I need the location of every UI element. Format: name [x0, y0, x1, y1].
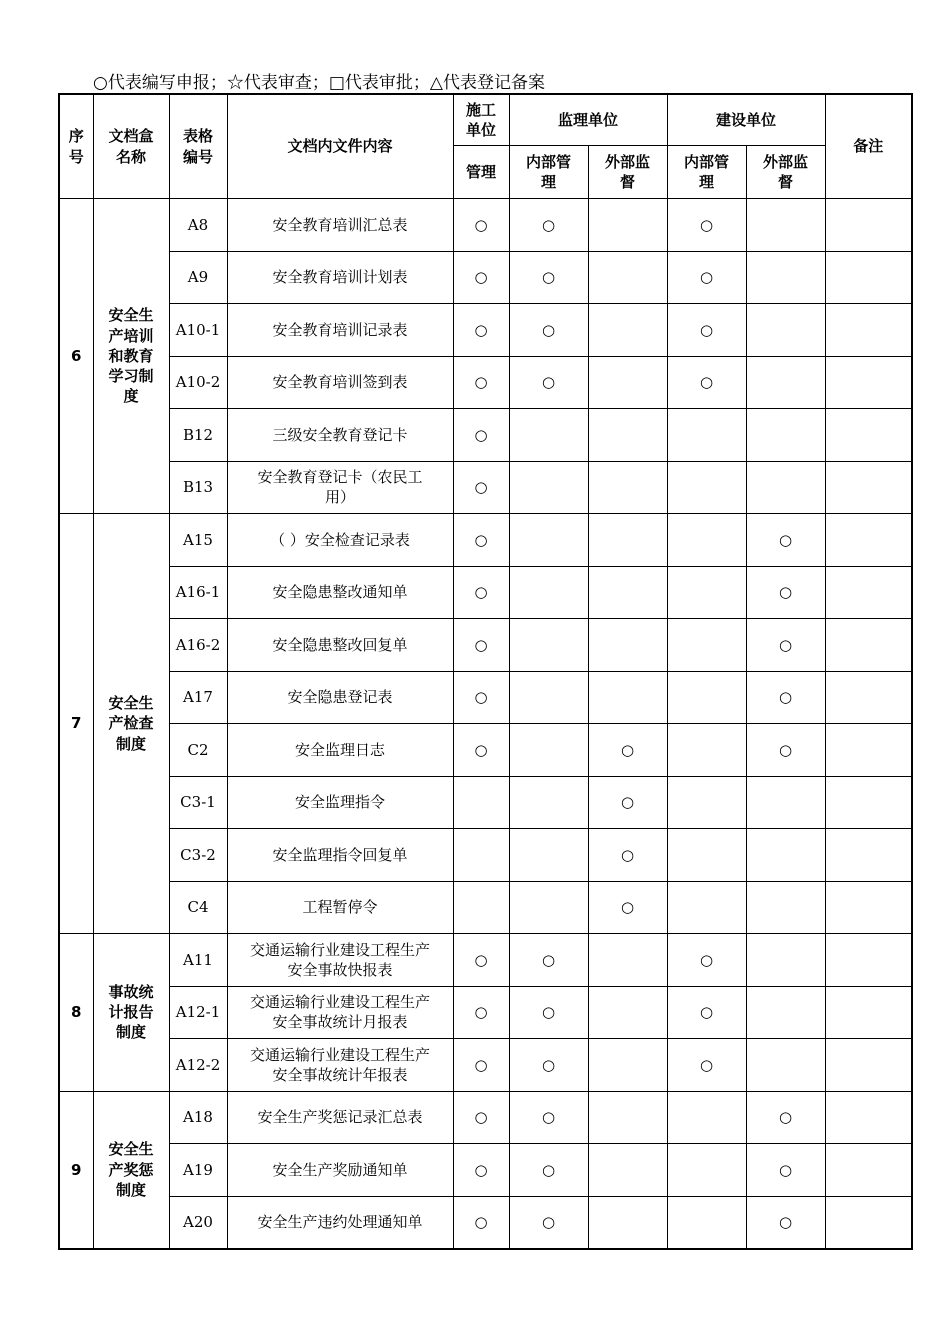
table-row: [59, 986, 912, 1039]
remark-cell: [825, 881, 912, 934]
remark-cell: [825, 409, 912, 462]
remark-cell: [825, 461, 912, 514]
table-row: [59, 934, 912, 987]
file-content: 安全隐患整改回复单: [227, 619, 453, 672]
sup-external-mark: [588, 1091, 667, 1144]
own-external-mark: [746, 199, 825, 252]
file-content: 安全生产违约处理通知单: [227, 1196, 453, 1249]
own-external-mark: [746, 829, 825, 882]
header-own-internal: 内部管 理: [667, 146, 746, 199]
sup-internal-mark: ○: [509, 1196, 588, 1249]
sup-internal-mark: ○: [509, 251, 588, 304]
header-construction-unit: 施工 单位: [453, 94, 509, 146]
own-internal-mark: ○: [667, 934, 746, 987]
construction-manage-mark: ○: [453, 514, 509, 567]
sup-external-mark: [588, 986, 667, 1039]
sup-external-mark: [588, 1144, 667, 1197]
document-table: [58, 93, 913, 1250]
construction-manage-mark: ○: [453, 251, 509, 304]
own-external-mark: [746, 881, 825, 934]
own-external-mark: [746, 986, 825, 1039]
construction-manage-mark: ○: [453, 986, 509, 1039]
file-content: 安全教育培训计划表: [227, 251, 453, 304]
file-content: 安全监理指令: [227, 776, 453, 829]
own-external-mark: ○: [746, 566, 825, 619]
file-content: 安全生产奖惩记录汇总表: [227, 1091, 453, 1144]
sup-internal-mark: ○: [509, 304, 588, 357]
construction-manage-mark: [453, 881, 509, 934]
form-code: A9: [169, 251, 227, 304]
form-code: C2: [169, 724, 227, 777]
own-internal-mark: ○: [667, 251, 746, 304]
own-external-mark: ○: [746, 514, 825, 567]
group-name: 安全生 产奖惩 制度: [93, 1091, 169, 1249]
file-content: 交通运输行业建设工程生产 安全事故统计年报表: [227, 1039, 453, 1092]
sup-external-mark: [588, 934, 667, 987]
table-row: [59, 881, 912, 934]
remark-cell: [825, 356, 912, 409]
form-code: A19: [169, 1144, 227, 1197]
sup-external-mark: ○: [588, 776, 667, 829]
sup-external-mark: [588, 566, 667, 619]
file-content: 安全教育培训汇总表: [227, 199, 453, 252]
form-code: A10-2: [169, 356, 227, 409]
table-row: [59, 1091, 912, 1144]
sup-internal-mark: [509, 724, 588, 777]
file-content: 安全监理指令回复单: [227, 829, 453, 882]
sup-internal-mark: [509, 514, 588, 567]
table-row: [59, 1196, 912, 1249]
construction-manage-mark: ○: [453, 1196, 509, 1249]
header-supervision-unit: 监理单位: [509, 94, 667, 146]
sup-internal-mark: ○: [509, 199, 588, 252]
remark-cell: [825, 619, 912, 672]
sup-external-mark: [588, 356, 667, 409]
file-content: 交通运输行业建设工程生产 安全事故统计月报表: [227, 986, 453, 1039]
sup-external-mark: [588, 461, 667, 514]
file-content: 安全教育培训记录表: [227, 304, 453, 357]
remark-cell: [825, 934, 912, 987]
table-row: [59, 776, 912, 829]
remark-cell: [825, 251, 912, 304]
construction-manage-mark: ○: [453, 409, 509, 462]
table-row: [59, 566, 912, 619]
file-content: 安全生产奖励通知单: [227, 1144, 453, 1197]
sup-external-mark: [588, 514, 667, 567]
own-internal-mark: [667, 619, 746, 672]
header-own-external: 外部监 督: [746, 146, 825, 199]
group-seq: 8: [59, 934, 93, 1092]
form-code: A20: [169, 1196, 227, 1249]
construction-manage-mark: ○: [453, 671, 509, 724]
sup-external-mark: [588, 251, 667, 304]
remark-cell: [825, 986, 912, 1039]
sup-external-mark: ○: [588, 881, 667, 934]
form-code: A16-1: [169, 566, 227, 619]
table-row: [59, 304, 912, 357]
own-internal-mark: [667, 1091, 746, 1144]
group-seq: 9: [59, 1091, 93, 1249]
remark-cell: [825, 566, 912, 619]
remark-cell: [825, 1196, 912, 1249]
form-code: A11: [169, 934, 227, 987]
construction-manage-mark: ○: [453, 356, 509, 409]
sup-external-mark: [588, 199, 667, 252]
table-row: [59, 1144, 912, 1197]
sup-internal-mark: [509, 671, 588, 724]
sup-internal-mark: [509, 566, 588, 619]
form-code: A10-1: [169, 304, 227, 357]
form-code: B13: [169, 461, 227, 514]
header-box-name: 文档盒 名称: [93, 94, 169, 199]
header-remark: 备注: [825, 94, 912, 199]
form-code: C3-2: [169, 829, 227, 882]
own-internal-mark: [667, 409, 746, 462]
sup-external-mark: [588, 409, 667, 462]
sup-internal-mark: [509, 461, 588, 514]
construction-manage-mark: ○: [453, 724, 509, 777]
table-row: [59, 251, 912, 304]
own-internal-mark: [667, 776, 746, 829]
construction-manage-mark: ○: [453, 619, 509, 672]
remark-cell: [825, 1144, 912, 1197]
remark-cell: [825, 199, 912, 252]
own-external-mark: [746, 776, 825, 829]
construction-manage-mark: ○: [453, 199, 509, 252]
sup-internal-mark: [509, 619, 588, 672]
header-row-1: [59, 94, 912, 146]
own-external-mark: ○: [746, 1091, 825, 1144]
form-code: C4: [169, 881, 227, 934]
sup-internal-mark: ○: [509, 986, 588, 1039]
construction-manage-mark: ○: [453, 304, 509, 357]
table-row: [59, 461, 912, 514]
sup-external-mark: [588, 1039, 667, 1092]
own-external-mark: [746, 934, 825, 987]
remark-cell: [825, 1091, 912, 1144]
group-seq: 6: [59, 199, 93, 514]
file-content: 三级安全教育登记卡: [227, 409, 453, 462]
form-code: A17: [169, 671, 227, 724]
construction-manage-mark: [453, 776, 509, 829]
sup-internal-mark: ○: [509, 934, 588, 987]
form-code: B12: [169, 409, 227, 462]
own-internal-mark: [667, 829, 746, 882]
own-internal-mark: ○: [667, 986, 746, 1039]
table-row: [59, 514, 912, 567]
table-row: [59, 409, 912, 462]
header-construction-manage: 管理: [453, 146, 509, 199]
file-content: 安全教育培训签到表: [227, 356, 453, 409]
sup-external-mark: [588, 1196, 667, 1249]
sup-internal-mark: ○: [509, 356, 588, 409]
legend-text: ○代表编写申报；☆代表审查；□代表审批；△代表登记备案: [93, 73, 545, 93]
form-code: A12-1: [169, 986, 227, 1039]
own-external-mark: ○: [746, 724, 825, 777]
header-sup-internal: 内部管 理: [509, 146, 588, 199]
remark-cell: [825, 724, 912, 777]
group-name: 事故统 计报告 制度: [93, 934, 169, 1092]
table-row: [59, 199, 912, 252]
sup-internal-mark: [509, 409, 588, 462]
table-row: [59, 619, 912, 672]
file-content: 安全隐患登记表: [227, 671, 453, 724]
header-sup-external: 外部监 督: [588, 146, 667, 199]
remark-cell: [825, 514, 912, 567]
construction-manage-mark: ○: [453, 1039, 509, 1092]
own-external-mark: ○: [746, 671, 825, 724]
sup-internal-mark: ○: [509, 1039, 588, 1092]
own-external-mark: ○: [746, 619, 825, 672]
construction-manage-mark: ○: [453, 461, 509, 514]
form-code: A8: [169, 199, 227, 252]
own-internal-mark: ○: [667, 199, 746, 252]
own-external-mark: [746, 356, 825, 409]
construction-manage-mark: ○: [453, 566, 509, 619]
sup-external-mark: [588, 304, 667, 357]
sup-external-mark: ○: [588, 829, 667, 882]
own-external-mark: ○: [746, 1196, 825, 1249]
sup-internal-mark: ○: [509, 1091, 588, 1144]
header-content: 文档内文件内容: [227, 94, 453, 199]
group-name: 安全生 产培训 和教育 学习制 度: [93, 199, 169, 514]
own-external-mark: [746, 409, 825, 462]
own-internal-mark: [667, 514, 746, 567]
sup-external-mark: ○: [588, 724, 667, 777]
header-form-no: 表格 编号: [169, 94, 227, 199]
form-code: A16-2: [169, 619, 227, 672]
own-internal-mark: [667, 881, 746, 934]
own-external-mark: [746, 1039, 825, 1092]
construction-manage-mark: [453, 829, 509, 882]
group-seq: 7: [59, 514, 93, 934]
header-seq: 序 号: [59, 94, 93, 199]
table-body: [59, 199, 912, 1250]
form-code: C3-1: [169, 776, 227, 829]
form-code: A18: [169, 1091, 227, 1144]
file-content: 安全教育登记卡（农民工 用）: [227, 461, 453, 514]
construction-manage-mark: ○: [453, 1144, 509, 1197]
table-row: [59, 829, 912, 882]
form-code: A15: [169, 514, 227, 567]
own-internal-mark: ○: [667, 356, 746, 409]
construction-manage-mark: ○: [453, 1091, 509, 1144]
file-content: 工程暂停令: [227, 881, 453, 934]
table-row: [59, 671, 912, 724]
own-internal-mark: [667, 461, 746, 514]
file-content: 交通运输行业建设工程生产 安全事故快报表: [227, 934, 453, 987]
own-external-mark: ○: [746, 1144, 825, 1197]
own-internal-mark: [667, 1196, 746, 1249]
file-content: 安全隐患整改通知单: [227, 566, 453, 619]
own-external-mark: [746, 304, 825, 357]
sup-external-mark: [588, 671, 667, 724]
group-name: 安全生 产检查 制度: [93, 514, 169, 934]
own-internal-mark: [667, 566, 746, 619]
table-row: [59, 356, 912, 409]
remark-cell: [825, 776, 912, 829]
own-internal-mark: [667, 724, 746, 777]
sup-internal-mark: [509, 881, 588, 934]
remark-cell: [825, 671, 912, 724]
remark-cell: [825, 304, 912, 357]
file-content: 安全监理日志: [227, 724, 453, 777]
file-content: （ ）安全检查记录表: [227, 514, 453, 567]
remark-cell: [825, 1039, 912, 1092]
construction-manage-mark: ○: [453, 934, 509, 987]
own-internal-mark: [667, 1144, 746, 1197]
table-row: [59, 1039, 912, 1092]
sup-internal-mark: [509, 829, 588, 882]
sup-external-mark: [588, 619, 667, 672]
own-external-mark: [746, 461, 825, 514]
remark-cell: [825, 829, 912, 882]
sup-internal-mark: [509, 776, 588, 829]
header-owner-unit: 建设单位: [667, 94, 825, 146]
own-internal-mark: [667, 671, 746, 724]
own-internal-mark: ○: [667, 1039, 746, 1092]
table-row: [59, 724, 912, 777]
sup-internal-mark: ○: [509, 1144, 588, 1197]
form-code: A12-2: [169, 1039, 227, 1092]
own-internal-mark: ○: [667, 304, 746, 357]
own-external-mark: [746, 251, 825, 304]
